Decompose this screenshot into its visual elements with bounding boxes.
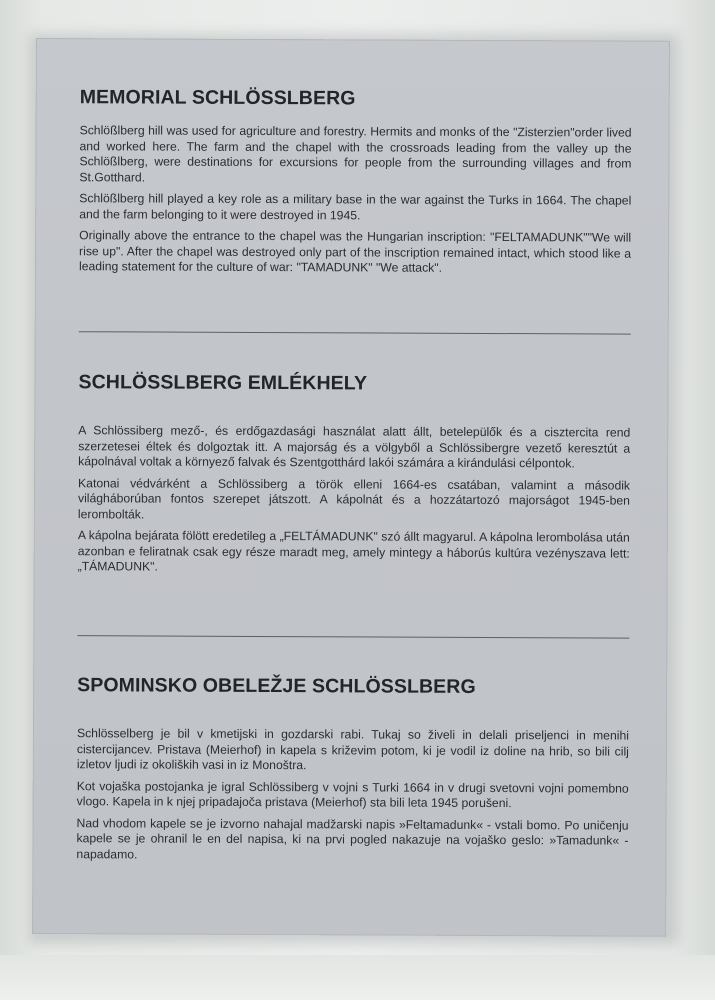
section-title-hungarian: SCHLÖSSLBERG EMLÉKHELY — [78, 371, 368, 395]
section-title-slovenian: SPOMINSKO OBELEŽJE SCHLÖSSLBERG — [77, 674, 476, 698]
section-title-english: MEMORIAL SCHLÖSSLBERG — [79, 86, 356, 110]
paragraph: Katonai védvárként a Schlössiberg a török elleni 1664-es csatában, valamint a második világháborúban fontos szerepet játszott. A kápolnát és a hozzátartozó majorságot 1945-ben lerombolták. — [77, 475, 631, 521]
section-divider — [79, 331, 631, 334]
section-divider — [77, 635, 629, 638]
memorial-plaque — [32, 38, 670, 937]
wall-base — [0, 955, 715, 1000]
paragraph: A kápolna bejárata fölött eredetileg a „FELTÁMADUNK" szó állt magyarul. A kápolna lerombolása után azonban e feliratnak csak egy része maradt meg, amely mintegy a háborús kultúra vezényszava lett: „TÁMADUNK". — [77, 528, 630, 574]
paragraph: Schlösselberg je bil v kmetijski in gozdarski rabi. Tukaj so živeli in delali priseljenci in menihi cistercijancev. Pristava (Meierhof) in kapela s križevim potom, ki je vodil iz doline na hrib, so bili cilj izletov ljudi iz okoliških vasi in iz Monoštra. — [76, 726, 629, 773]
paragraph: Schlößlberg hill played a key role as a military base in the war against the Turks in 1664. The chapel and the farm belonging to it were destroyed in 1945. — [79, 191, 632, 222]
section-hungarian — [78, 371, 631, 577]
paragraph: Kot vojaška postojanka je igral Schlössiberg v vojni s Turki 1664 in v drugi svetovni vojni pomembno vlogo. Kapela in k njej pripadajoča pristava (Meierhof) sta bili leta 1945 porušeni. — [76, 778, 629, 811]
paragraph: A Schlössiberg mező-, és erdőgazdasági használat alatt állt, betelepülők és a cisztercita rend szerzetesei éltek és dolgoztak itt. A majorság és a völgyből a Schlössibergre vezető keresztút a kápolnával voltak a környező falvak és Szentgotthárd lakói számára a kirándulási célpontok. — [78, 423, 631, 471]
paragraph: Originally above the entrance to the chapel was the Hungarian inscription: "FELTAMADUNK""We will rise up". After the chapel was destroyed only part of the inscription remained intact, which stood like a leading statement for the culture of war: "TAMADUNK" "We attack". — [78, 228, 632, 275]
section-english — [79, 86, 632, 277]
paragraph: Schlößlberg hill was used for agriculture and forestry. Hermits and monks of the "Zisterzien"order lived and worked here. The farm and the chapel with the crossroads leading from the valley up the Schlößlberg, were destinations for excursions for people from the surrounding villages and from St.Gotthard. — [79, 123, 632, 184]
paragraph: Nad vhodom kapele se je izvorno nahajal madžarski napis »Feltamadunk« - vstali bomo. Po uničenju kapele se je ohranil le en del napisa, ki na prvi pogled nakazuje na vojaško geslo: »Tamadunk« - napadamo. — [76, 815, 629, 861]
section-slovenian — [76, 674, 629, 864]
